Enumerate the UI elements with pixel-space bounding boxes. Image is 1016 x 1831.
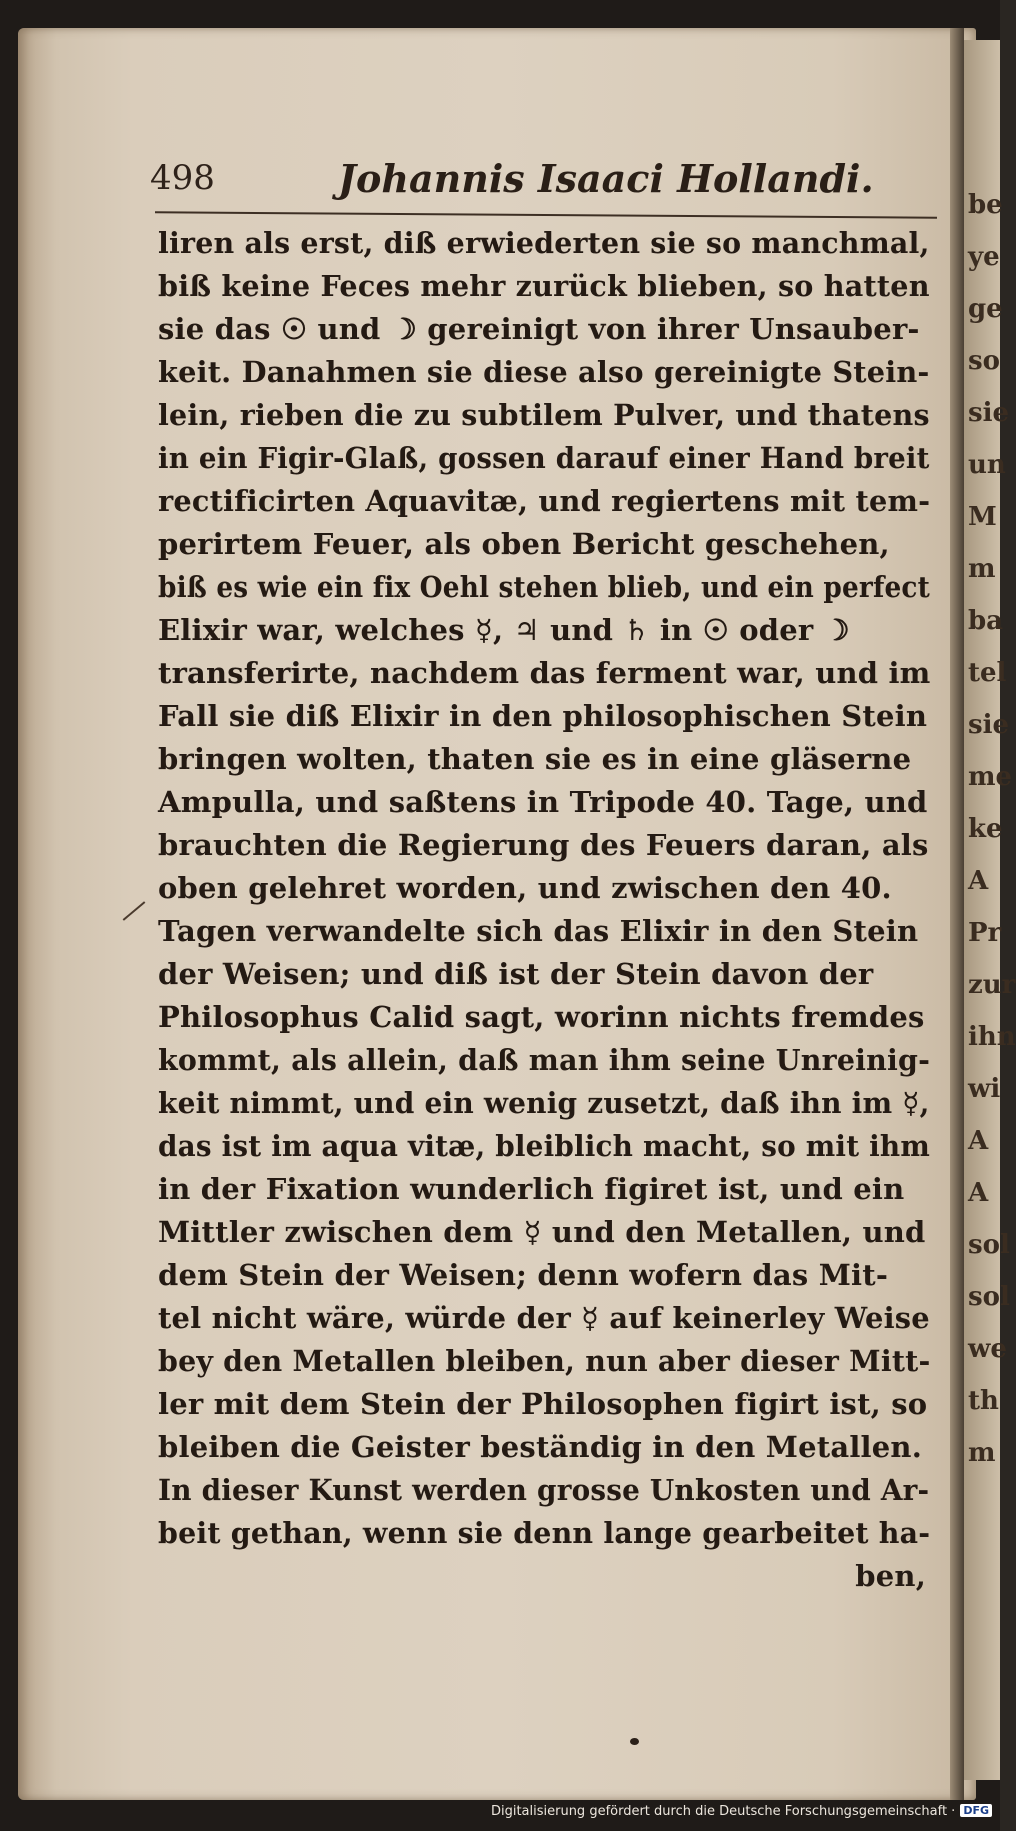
text-line: Elixir war, welches ☿, ♃ und ♄ in ☉ oder ☽	[158, 613, 850, 647]
facing-page-fragment: we	[968, 1334, 1007, 1364]
text-line: bey den Metallen bleiben, nun aber dieser Mitt-	[158, 1344, 931, 1378]
text-line: rectificirten Aquavitæ, und regiertens mit tem-	[158, 484, 931, 518]
text-line: perirtem Feuer, als oben Bericht geschehen,	[158, 527, 890, 561]
facing-page-fragment: A	[968, 1126, 989, 1156]
body-text	[158, 222, 948, 1598]
ink-blot	[630, 1738, 639, 1745]
facing-page-fragment: sol	[968, 1282, 1010, 1312]
text-line: Tagen verwandelte sich das Elixir in den Stein	[158, 914, 919, 948]
text-line: keit nimmt, und ein wenig zusetzt, daß ihn im ☿,	[158, 1086, 930, 1120]
text-line: beit gethan, wenn sie denn lange gearbeitet ha-	[158, 1516, 931, 1550]
facing-page-edge	[964, 40, 1016, 1780]
text-line: tel nicht wäre, würde der ☿ auf keinerley Weise	[158, 1301, 930, 1335]
text-line: dem Stein der Weisen; denn wofern das Mit-	[158, 1258, 889, 1292]
text-line: Mittler zwischen dem ☿ und den Metallen, und	[158, 1215, 926, 1249]
page-number: 498	[150, 158, 215, 198]
facing-page-fragment: tel	[968, 658, 1007, 688]
text-line: ben,	[855, 1559, 926, 1593]
text-line: sie das ☉ und ☽ gereinigt von ihrer Unsauber-	[158, 312, 920, 346]
running-title: Johannis Isaaci Hollandi.	[338, 156, 874, 201]
text-line: lein, rieben die zu subtilem Pulver, und thatens	[158, 398, 930, 432]
facing-page-fragment: me	[968, 762, 1013, 792]
facing-page-fragment: un	[968, 450, 1006, 480]
text-line: Ampulla, und saßtens in Tripode 40. Tage, und	[158, 785, 928, 819]
text-line: Fall sie diß Elixir in den philosophischen Stein	[158, 699, 928, 733]
facing-page-fragment: ke	[968, 814, 1003, 844]
text-line: kommt, als allein, daß man ihm seine Unreinig-	[158, 1043, 931, 1077]
text-line: bringen wolten, thaten sie es in eine gläserne	[158, 742, 912, 776]
facing-page-fragment: ge	[968, 294, 1003, 324]
facing-page-fragment: m	[968, 1438, 996, 1468]
text-line: liren als erst, diß erwiederten sie so manchmal,	[158, 226, 930, 260]
text-line: transferirte, nachdem das ferment war, und im	[158, 656, 931, 690]
facing-page-fragment: A	[968, 1178, 989, 1208]
facing-page-fragment: ba	[968, 606, 1004, 636]
facing-page-fragment: ihn	[968, 1022, 1016, 1052]
facing-page-fragment: so	[968, 346, 1000, 376]
facing-page-fragment: zur	[968, 970, 1016, 1000]
text-line: biß es wie ein fix Oehl stehen blieb, und ein perfect	[158, 570, 930, 604]
text-line: das ist im aqua vitæ, bleiblich macht, so mit ihm	[158, 1129, 931, 1163]
facing-page-fragment: m	[968, 554, 996, 584]
text-line: Philosophus Calid sagt, worinn nichts fremdes	[158, 1000, 925, 1034]
dfg-logo: DFG	[960, 1804, 992, 1817]
text-line: oben gelehret worden, und zwischen den 40.	[158, 871, 892, 905]
facing-page-fragment: Pr	[968, 918, 1002, 948]
facing-page-fragment: be	[968, 190, 1003, 220]
text-line: bleiben die Geister beständig in den Metallen.	[158, 1430, 922, 1464]
facing-page-fragment: ye	[968, 242, 1000, 272]
credit-text: Digitalisierung gefördert durch die Deutsche Forschungsgemeinschaft ·	[490, 1804, 956, 1819]
text-line: In dieser Kunst werden grosse Unkosten und Ar-	[158, 1473, 930, 1507]
facing-page-fragment: A	[968, 866, 989, 896]
page-header	[150, 158, 930, 208]
text-line: biß keine Feces mehr zurück blieben, so hatten	[158, 269, 930, 303]
facing-page-fragment: M	[968, 502, 997, 532]
text-line: ler mit dem Stein der Philosophen figirt ist, so	[158, 1387, 928, 1421]
facing-page-fragment: sie	[968, 710, 1010, 740]
facing-page-fragment: th	[968, 1386, 999, 1416]
text-line: in der Fixation wunderlich figiret ist, und ein	[158, 1172, 905, 1206]
facing-page-fragment: sie	[968, 398, 1010, 428]
text-line: brauchten die Regierung des Feuers daran, als	[158, 828, 929, 862]
facing-page-fragment: sol	[968, 1230, 1010, 1260]
text-line: der Weisen; und diß ist der Stein davon der	[158, 957, 874, 991]
text-line: keit. Danahmen sie diese also gereinigte Stein-	[158, 355, 930, 389]
book-gutter	[950, 28, 964, 1800]
digitization-credit	[491, 1804, 992, 1819]
text-line: in ein Figir-Glaß, gossen darauf einer Hand breit	[158, 441, 930, 475]
facing-page-fragment: wi	[968, 1074, 1001, 1104]
